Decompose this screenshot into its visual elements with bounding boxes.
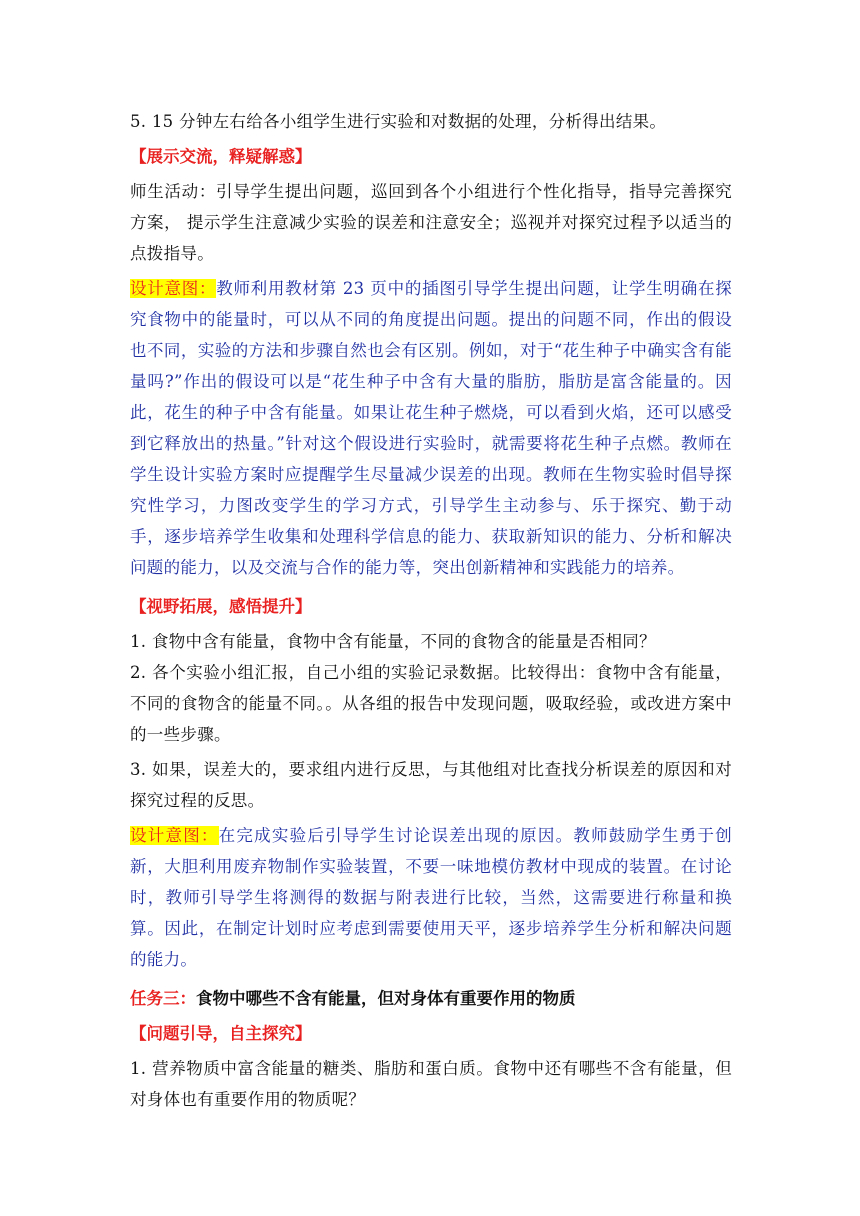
expand-item-3: 3. 如果，误差大的，要求组内进行反思，与其他组对比查找分析误差的原因和对探究过程的反思。 xyxy=(130,760,732,810)
document-page xyxy=(130,106,732,1115)
task-3-heading xyxy=(130,983,732,1014)
step-5-text: 5. 15 分钟左右给各小组学生进行实验和对数据的处理，分析得出结果。 xyxy=(130,112,667,131)
task-3-title: 食物中哪些不含有能量，但对身体有重要作用的物质 xyxy=(196,989,576,1008)
teacher-student-activity: 师生活动：引导学生提出问题，巡回到各个小组进行个性化指导，指导完善探究方案， 提示学生注意减少实验的误差和注意安全；巡视并对探究过程予以适当的点拨指导。 xyxy=(130,182,732,263)
guide-item-1: 1. 营养物质中富含能量的糖类、脂肪和蛋白质。食物中还有哪些不含有能量，但对身体也有重要作用的物质呢？ xyxy=(130,1059,732,1109)
design-intent-label: 设计意图： xyxy=(130,279,217,298)
design-intent-paragraph-2 xyxy=(130,820,732,975)
design-intent-label: 设计意图： xyxy=(130,826,219,845)
expand-item-1: 1. 食物中含有能量，食物中含有能量，不同的食物含的能量是否相同？ xyxy=(130,632,656,651)
section-heading-expand: 【视野拓展，感悟提升】 xyxy=(130,597,312,616)
design-intent-paragraph-1 xyxy=(130,273,732,583)
task-3-prefix: 任务三： xyxy=(130,989,196,1008)
section-heading-guide: 【问题引导，自主探究】 xyxy=(130,1024,312,1043)
expand-item-2: 2. 各个实验小组汇报，自己小组的实验记录数据。比较得出：食物中含有能量，不同的食物含的能量不同。。从各组的报告中发现问题，吸取经验，或改进方案中的一些步骤。 xyxy=(130,663,732,744)
design-intent-text: 教师利用教材第 23 页中的插图引导学生提出问题，让学生明确在探究食物中的能量时，可以从不同的角度提出问题。提出的问题不同，作出的假设也不同，实验的方法和步骤自然也会有区别。例如，对于“花生种子中确实含有能量吗?”作出的假设可以是“花生种子中含有大量的脂肪，脂肪是富含能量的。因此，花生的种子中含有能量。如果让花生种子燃烧，可以看到火焰，还可以感受到它释放出的热量。”针对这个假设进行实验时，就需要将花生种子点燃。教师在学生设计实验方案时应提醒学生尽量减少误差的出现。教师在生物实验时倡导探究性学习，力图改变学生的学习方式，引导学生主动参与、乐于探究、勤于动手，逐步培养学生收集和处理科学信息的能力、获取新知识的能力、分析和解决问题的能力，以及交流与合作的能力等，突出创新精神和实践能力的培养。 xyxy=(130,279,733,577)
design-intent-text: 在完成实验后引导学生讨论误差出现的原因。教师鼓励学生勇于创新，大胆利用废弃物制作实验装置，不要一味地模仿教材中现成的装置。在讨论时，教师引导学生将测得的数据与附表进行比较，当然，这需要进行称量和换算。因此，在制定计划时应考虑到需要使用天平，逐步培养学生分析和解决问题的能力。 xyxy=(130,826,733,969)
section-heading-display: 【展示交流，释疑解惑】 xyxy=(130,147,312,166)
